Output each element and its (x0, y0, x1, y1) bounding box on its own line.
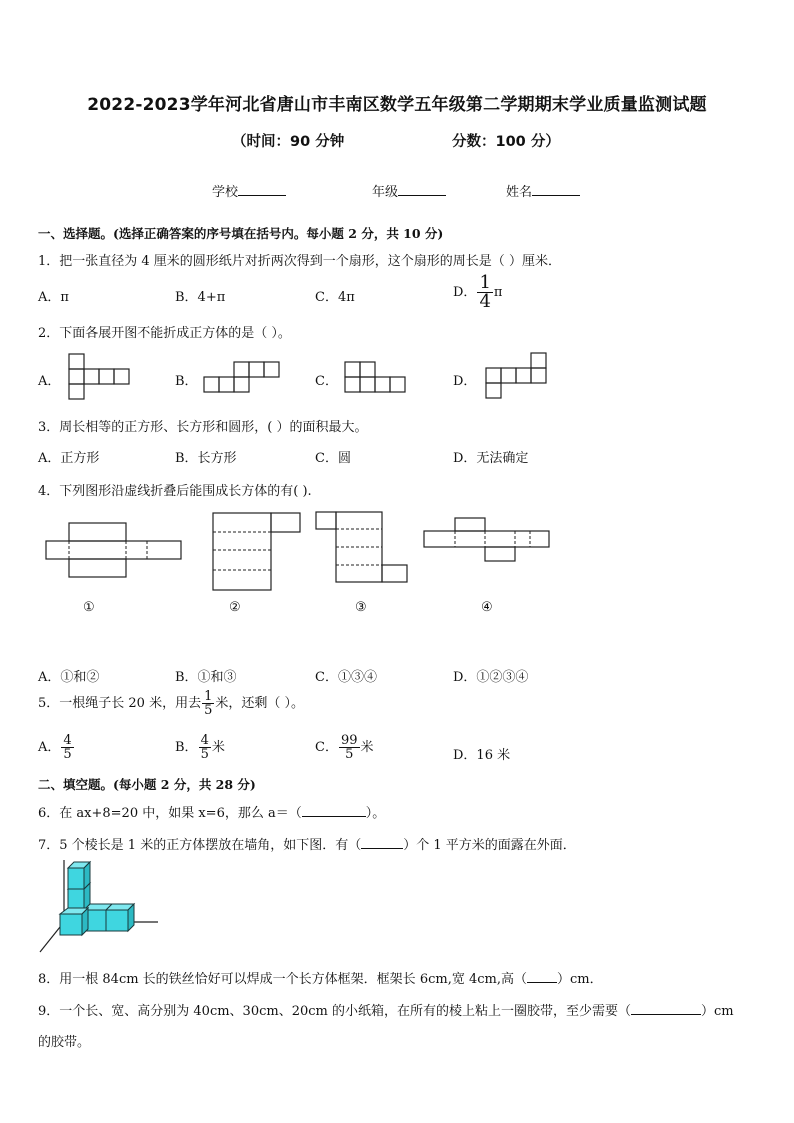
q5-stem-post: 米，还剩（ ）。 (215, 696, 304, 711)
q9-answer-blank[interactable] (631, 1003, 701, 1015)
q9-stem-post: ）cm (701, 1004, 734, 1019)
q6-stem-pre: 6．在 ax+8=20 中，如果 x=6，那么 a＝（ (38, 806, 302, 821)
q1-fraction-denominator: 4 (479, 291, 491, 312)
grade-label: 年级 (372, 185, 399, 200)
q8-answer-blank[interactable] (527, 971, 557, 983)
q8-stem (38, 968, 603, 987)
q2-option-d: D． (453, 374, 477, 389)
q4-figure-3-label: ③ (355, 600, 367, 615)
q2-option-b: B． (175, 374, 198, 389)
name-label: 姓名 (506, 185, 533, 200)
q7-stem-post: ）个 1 平方米的面露在外面． (403, 838, 576, 853)
school-label: 学校 (212, 185, 239, 200)
q5-option-b-label: B． (175, 740, 198, 755)
section-2-heading: 二、填空题。(每小题 2 分，共 28 分) (38, 777, 256, 792)
q5-option-d: D．16 米 (453, 748, 511, 763)
section-1-heading: 一、选择题。(选择正确答案的序号填在括号内。每小题 2 分，共 10 分) (38, 226, 444, 241)
q5-option-a-label: A． (38, 740, 61, 755)
q4-figure-1-label: ① (83, 600, 95, 615)
q5-option-b-suffix: 米 (211, 740, 225, 755)
exam-score: 分数：100 分） (452, 134, 560, 150)
q5-option-a-numerator: 4 (63, 733, 72, 748)
page-title: 2022-2023学年河北省唐山市丰南区数学五年级第二学期期末学业质量监测试题 (87, 95, 707, 115)
q5-option-a-denominator: 5 (63, 747, 72, 762)
q7-stem-pre: 7．5 个棱长是 1 米的正方体摆放在墙角，如下图．有（ (38, 838, 362, 853)
q5-option-c-suffix: 米 (360, 740, 374, 755)
q4-option-c: C．①③④ (315, 670, 377, 685)
q4-option-d: D．①②③④ (453, 670, 529, 685)
q1-option-d-label: D． (453, 285, 477, 300)
q3-option-a: A．正方形 (38, 451, 100, 466)
q4-option-b: B．①和③ (175, 670, 237, 685)
q4-figure-4-label: ④ (481, 600, 493, 615)
q4-option-a: A．①和② (38, 670, 100, 685)
q3-stem: 3．周长相等的正方形、长方形和圆形，( ）的面积最大。 (38, 420, 368, 435)
q8-stem-post: ）cm． (556, 972, 603, 987)
q2-option-c: C． (315, 374, 338, 389)
q9-stem-line-2: 的胶带。 (38, 1035, 91, 1050)
q3-option-c: C．圆 (315, 451, 351, 466)
q2-option-a: A． (38, 374, 61, 389)
q5-option-b-numerator: 4 (200, 733, 209, 748)
q5-option-c-label: C． (315, 740, 338, 755)
q5-stem-denominator: 5 (204, 703, 213, 718)
q1-stem: 1．把一张直径为 4 厘米的圆形纸片对折两次得到一个扇形，这个扇形的周长是（ ）厘米． (38, 254, 561, 269)
q8-stem-pre: 8．用一根 84cm 长的铁丝恰好可以焊成一个长方体框架．框架长 6cm,宽 4cm,高（ (38, 972, 527, 987)
q4-figure-2-label: ② (229, 600, 241, 615)
q5-option-c-numerator: 99 (340, 733, 358, 748)
q1-option-b: B．4+π (175, 290, 226, 305)
q2-stem: 2．下面各展开图不能折成正方体的是（ ）。 (38, 326, 291, 341)
q6-stem-post: ）。 (365, 806, 386, 821)
q5-option-c-denominator: 5 (339, 747, 360, 761)
q1-option-a: A．π (38, 290, 69, 305)
q5-option-b-denominator: 5 (200, 747, 209, 762)
q1-option-c: C．4π (315, 290, 355, 305)
q4-stem: 4．下列图形沿虚线折叠后能围成长方体的有( ). (38, 484, 312, 499)
exam-time: （时间：90 分钟 (232, 134, 345, 150)
q1-fraction-numerator: 1 (479, 272, 491, 293)
q5-stem-numerator: 1 (204, 689, 213, 704)
q3-option-d: D．无法确定 (453, 451, 529, 466)
q3-option-b: B．长方形 (175, 451, 237, 466)
q9-stem-line-1 (38, 1000, 734, 1019)
q9-stem-pre: 9．一个长、宽、高分别为 40cm、30cm、20cm 的小纸箱，在所有的棱上粘上一圈胶带，至少需要（ (38, 1004, 631, 1019)
q5-stem-pre: 5．一根绳子长 20 米，用去 (38, 696, 202, 711)
q1-option-d-suffix: π (493, 285, 503, 300)
